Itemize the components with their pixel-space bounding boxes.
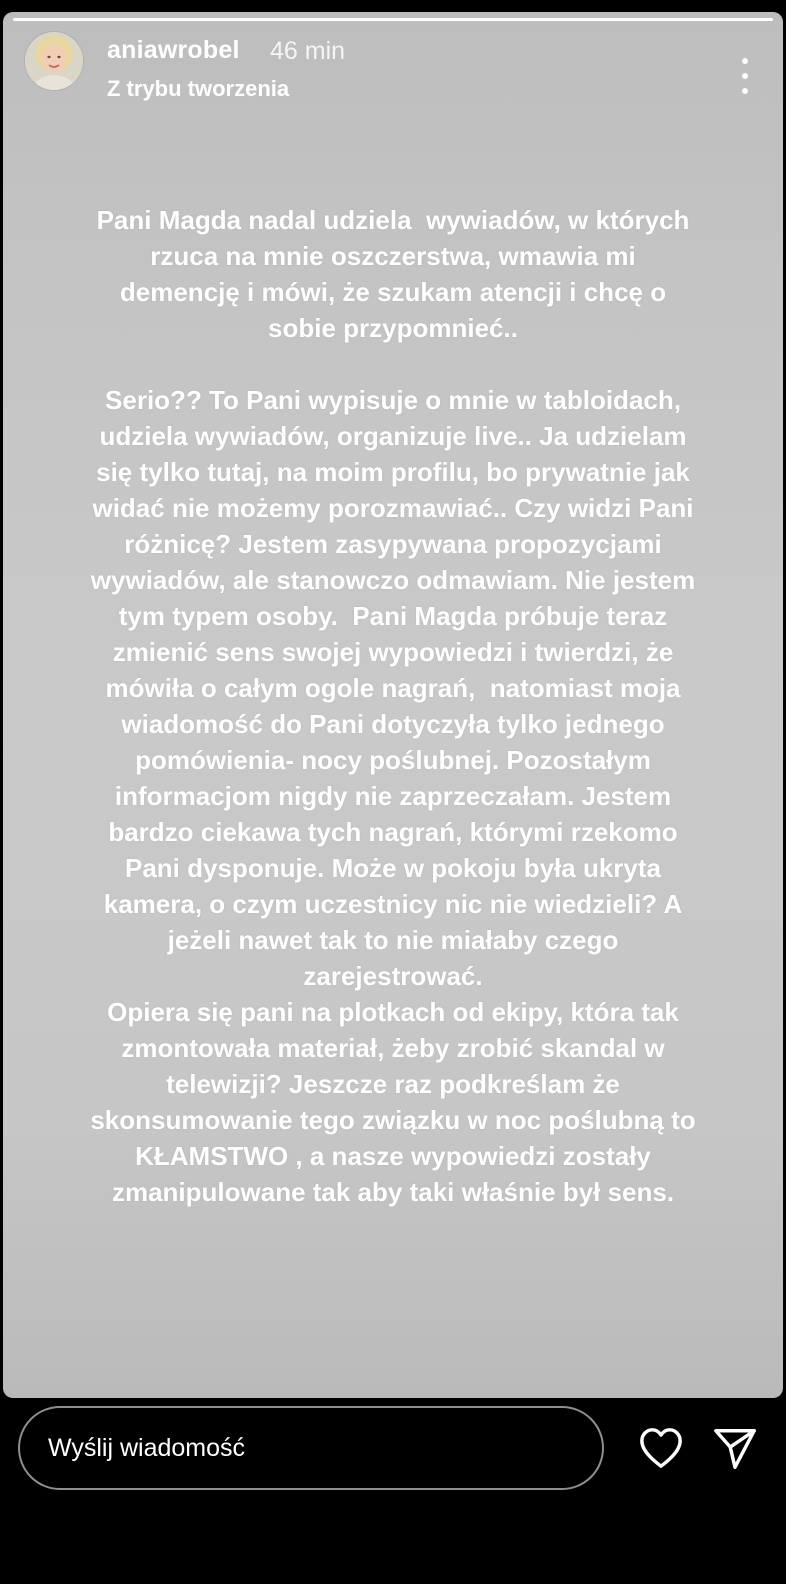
- avatar-photo-icon: [25, 32, 83, 90]
- story-subtitle: Z trybu tworzenia: [107, 76, 290, 101]
- story-progress-bar: [13, 18, 773, 21]
- more-vertical-icon[interactable]: [741, 58, 749, 94]
- username[interactable]: aniawrobel: [107, 36, 240, 64]
- story-reply-bar: [0, 1398, 786, 1584]
- user-avatar[interactable]: [25, 32, 83, 90]
- heart-icon[interactable]: [638, 1426, 684, 1470]
- story-progress-fill: [13, 18, 773, 21]
- more-dot: [742, 58, 748, 64]
- story-header: [23, 30, 763, 100]
- story-text: Pani Magda nadal udziela wywiadów, w których rzuca na mnie oszczerstwa, wmawia mi demencję i mówi, że szukam atencji i chcę o sobie przypomnieć.. Serio?? To Pani wypisuje o mnie w tabloidach, udziela wywiadów, organizuje live.. Ja udzielam się tylko tutaj, na moim profilu, bo prywatnie jak widać nie możemy porozmawiać.. Czy widzi Pani różnicę? Jestem zasypywana propozycjami wywiadów, ale stanowczo odmawiam. Nie jestem tym typem osoby. Pani Magda próbuje teraz zmienić sens swojej wypowiedzi i twierdzi, że mówiła o całym ogole nagrań, natomiast moja wiadomość do Pani dotyczyła tylko jednego pomówienia- nocy poślubnej. Pozostałym informacjom nigdy nie zaprzeczałam. Jestem bardzo ciekawa tych nagrań, którymi rzekomo Pani dysponuje. Może w pokoju była ukryta kamera, o czym uczestnicy nic nie wiedzieli? A jeżeli nawet tak to nie miałaby czego zarejestrować. Opiera się pani na plotkach od ekipy, która tak zmontowała materiał, żeby zrobić skandal w telewizji? Jeszcze raz podkreślam że skonsumowanie tego związku w noc poślubną to KŁAMSTWO , a nasze wypowiedzi zostały zmanipulowane tak aby taki właśnie był sens.: [90, 205, 696, 1207]
- send-icon[interactable]: [712, 1425, 758, 1471]
- more-dot: [742, 73, 748, 79]
- more-dot: [742, 88, 748, 94]
- story-frame[interactable]: [3, 12, 783, 1398]
- post-time: 46 min: [270, 37, 346, 65]
- send-message-input[interactable]: [18, 1406, 604, 1490]
